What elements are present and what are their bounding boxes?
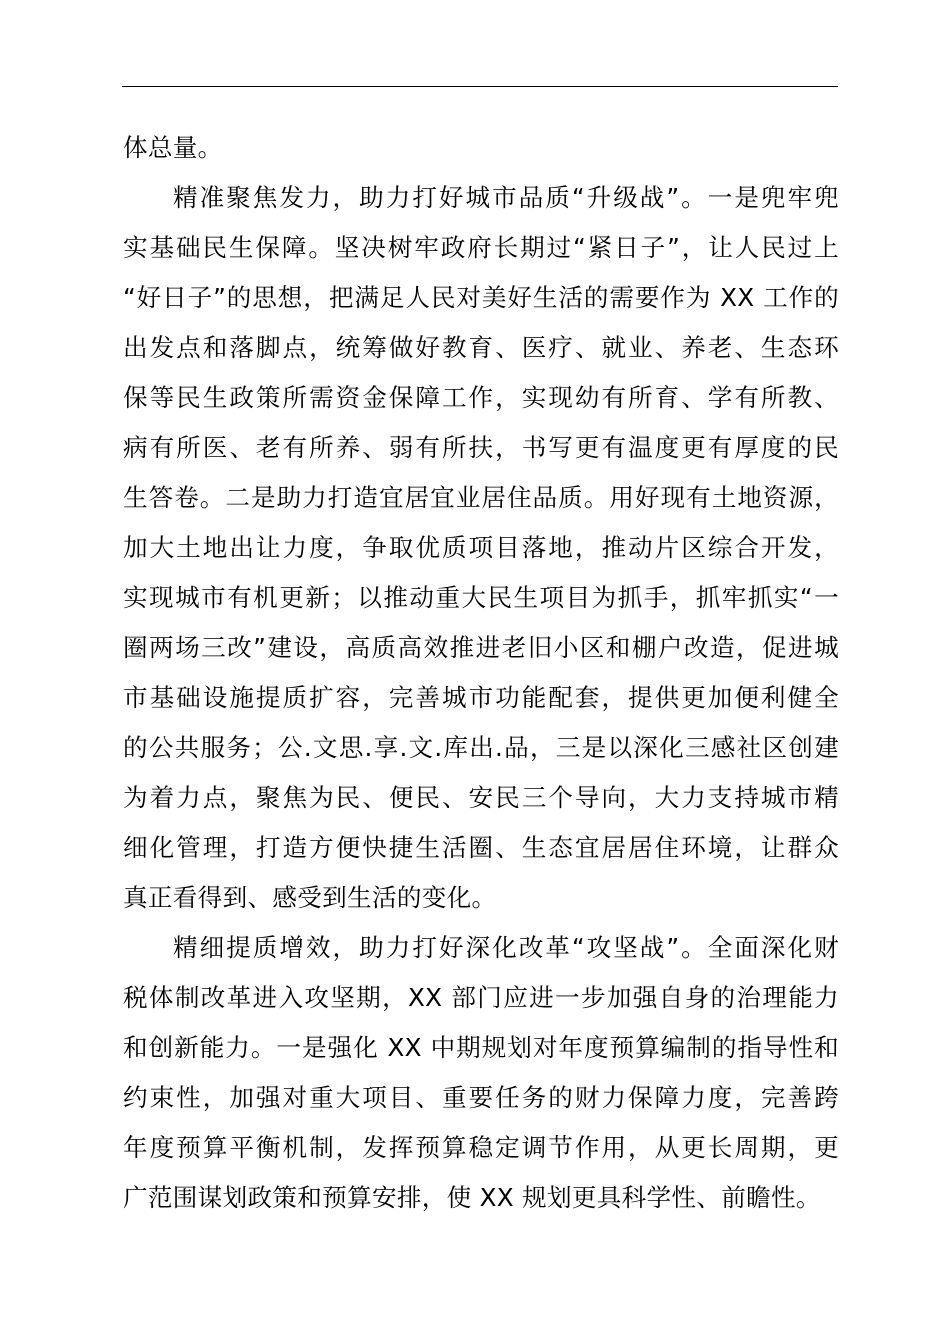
text-line: 实基础民生保障。坚决树牢政府长期过“紧日子”，让人民过上: [123, 233, 839, 262]
text-line: 广范围谋划政策和预算安排，使 XX 规划更具科学性、前瞻性。: [123, 1183, 821, 1212]
text-line: 体总量。: [123, 133, 223, 162]
text-line: 保等民生政策所需资金保障工作，实现幼有所育、学有所教、: [123, 383, 839, 412]
text-line: 市基础设施提质扩容，完善城市功能配套，提供更加便利健全: [123, 683, 839, 712]
text-line: 出发点和落脚点，统筹做好教育、医疗、就业、养老、生态环: [123, 333, 839, 362]
text-line: 真正看得到、感受到生活的变化。: [123, 883, 497, 912]
document-body: [123, 123, 839, 1223]
text-line: 为着力点，聚焦为民、便民、安民三个导向，大力支持城市精: [123, 783, 839, 812]
text-line: 精准聚焦发力，助力打好城市品质“升级战”。一是兜牢兜: [173, 183, 839, 212]
text-line: 年度预算平衡机制，发挥预算稳定调节作用，从更长周期，更: [123, 1133, 839, 1162]
text-line: 病有所医、老有所养、弱有所扶，书写更有温度更有厚度的民: [123, 433, 839, 462]
header-rule: [122, 86, 838, 87]
text-line: 圈两场三改”建设，高质高效推进老旧小区和棚户改造，促进城: [123, 633, 839, 662]
text-line: 细化管理，打造方便快捷生活圈、生态宜居居住环境，让群众: [123, 833, 839, 862]
text-line: 和创新能力。一是强化 XX 中期规划对年度预算编制的指导性和: [123, 1033, 839, 1062]
text-line: 实现城市有机更新；以推动重大民生项目为抓手，抓牢抓实“一: [123, 583, 839, 612]
text-line: 约束性，加强对重大项目、重要任务的财力保障力度，完善跨: [123, 1083, 839, 1112]
text-line: 生答卷。二是助力打造宜居宜业居住品质。用好现有土地资源，: [123, 483, 839, 512]
text-line: 的公共服务；公.文思.享.文.库出.品，三是以深化三感社区创建: [123, 733, 839, 762]
text-line: 税体制改革进入攻坚期，XX 部门应进一步加强自身的治理能力: [123, 983, 839, 1012]
text-line: “好日子”的思想，把满足人民对美好生活的需要作为 XX 工作的: [123, 283, 839, 312]
text-line: 加大土地出让力度，争取优质项目落地，推动片区综合开发，: [123, 533, 839, 562]
text-line: 精细提质增效，助力打好深化改革“攻坚战”。全面深化财: [173, 933, 839, 962]
